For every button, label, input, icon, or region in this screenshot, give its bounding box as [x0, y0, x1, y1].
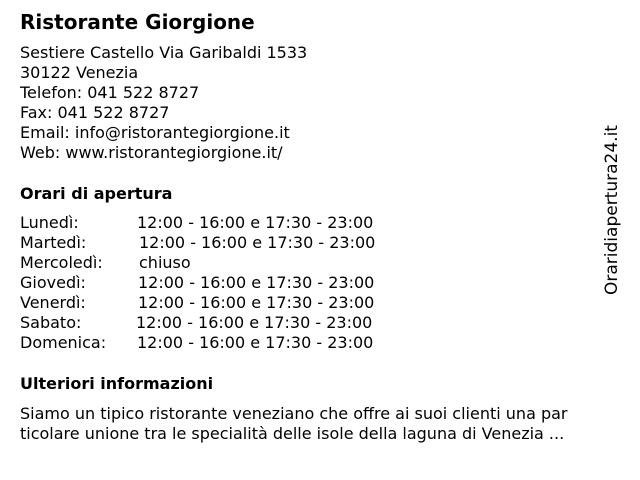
description-line-1: Siamo un tipico ristorante veneziano che offre ai suoi clienti una par [20, 404, 568, 423]
day-label: Sabato: [20, 313, 82, 332]
hours-row-sunday [20, 333, 440, 353]
day-label: Mercoledì: [20, 253, 103, 272]
opening-hours-heading: Orari di apertura [20, 184, 173, 203]
phone-number: Telefon: 041 522 8727 [20, 83, 200, 102]
time-value: 12:00 - 16:00 e 17:30 - 23:00 [139, 233, 376, 252]
hours-row-wednesday [20, 253, 440, 273]
time-value: chiuso [139, 253, 191, 272]
time-value: 12:00 - 16:00 e 17:30 - 23:00 [138, 273, 375, 292]
day-label: Martedì: [20, 233, 87, 252]
time-value: 12:00 - 16:00 e 17:30 - 23:00 [137, 333, 374, 352]
further-info-heading: Ulteriori informazioni [20, 374, 214, 393]
restaurant-name: Ristorante Giorgione [20, 10, 255, 34]
description-line-2: ticolare unione tra le specialità delle isole della laguna di Venezia ... [20, 424, 565, 443]
hours-row-tuesday [20, 233, 440, 253]
website-url: Web: www.ristorantegiorgione.it/ [20, 143, 283, 162]
hours-row-saturday [20, 313, 440, 333]
time-value: 12:00 - 16:00 e 17:30 - 23:00 [137, 213, 374, 232]
address-city: 30122 Venezia [20, 63, 139, 82]
day-label: Domenica: [20, 333, 107, 352]
time-value: 12:00 - 16:00 e 17:30 - 23:00 [136, 313, 373, 332]
day-label: Venerdì: [20, 293, 86, 312]
hours-row-monday [20, 213, 440, 233]
time-value: 12:00 - 16:00 e 17:30 - 23:00 [138, 293, 375, 312]
fax-number: Fax: 041 522 8727 [20, 103, 170, 122]
description-text [20, 404, 620, 444]
day-label: Lunedì: [20, 213, 79, 232]
hours-row-thursday [20, 273, 440, 293]
site-watermark: Oraridiapertura24.it [602, 125, 622, 295]
address-street: Sestiere Castello Via Garibaldi 1533 [20, 43, 308, 62]
contact-block [20, 43, 307, 163]
hours-row-friday [20, 293, 440, 313]
email-address: Email: info@ristorantegiorgione.it [20, 123, 290, 142]
day-label: Giovedì: [20, 273, 86, 292]
opening-hours-table [20, 213, 440, 353]
